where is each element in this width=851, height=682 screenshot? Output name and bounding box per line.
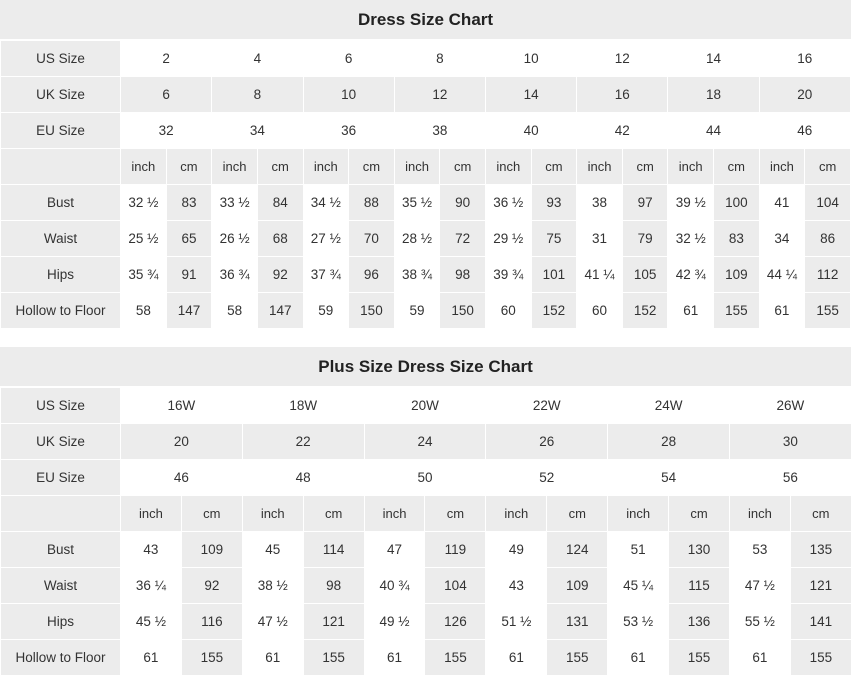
unit-cell: cm <box>547 496 608 532</box>
table-row <box>1 77 851 113</box>
cell-hips: 91 <box>166 257 212 293</box>
table-row <box>1 257 851 293</box>
cell-us-size-3: 8 <box>394 41 485 77</box>
cell-hollow: 155 <box>669 640 730 676</box>
cell-hips: 42 ¾ <box>668 257 714 293</box>
table-row <box>1 532 851 568</box>
cell-waist: 115 <box>669 568 730 604</box>
cell-us-size-3: 22W <box>486 388 608 424</box>
cell-uk-size-1: 22 <box>242 424 364 460</box>
cell-waist: 27 ½ <box>303 221 349 257</box>
cell-eu-size-5: 42 <box>577 113 668 149</box>
cell-us-size-6: 14 <box>668 41 759 77</box>
cell-hollow: 150 <box>440 293 486 329</box>
cell-hollow: 155 <box>303 640 364 676</box>
cell-us-size-4: 24W <box>608 388 730 424</box>
cell-bust: 33 ½ <box>212 185 258 221</box>
table-row-units <box>1 496 851 532</box>
cell-hips: 49 ½ <box>364 604 425 640</box>
row-label-eu-size: EU Size <box>1 460 121 496</box>
cell-waist: 45 ¼ <box>608 568 669 604</box>
cell-bust: 38 <box>577 185 623 221</box>
unit-cell: cm <box>714 149 760 185</box>
table-row <box>1 185 851 221</box>
cell-hollow: 152 <box>531 293 577 329</box>
cell-us-size-4: 10 <box>485 41 576 77</box>
cell-waist: 83 <box>714 221 760 257</box>
unit-cell: inch <box>121 149 167 185</box>
cell-uk-size-4: 14 <box>485 77 576 113</box>
cell-bust: 83 <box>166 185 212 221</box>
cell-hips: 41 ¼ <box>577 257 623 293</box>
unit-cell: inch <box>759 149 805 185</box>
cell-waist: 40 ¾ <box>364 568 425 604</box>
cell-bust: 47 <box>364 532 425 568</box>
row-label-bust: Bust <box>1 185 121 221</box>
cell-us-size-0: 2 <box>121 41 212 77</box>
unit-cell: cm <box>303 496 364 532</box>
unit-cell: cm <box>257 149 303 185</box>
cell-bust: 32 ½ <box>121 185 167 221</box>
cell-eu-size-0: 46 <box>121 460 243 496</box>
row-label-uk-size: UK Size <box>1 77 121 113</box>
plus-size-dress-size-chart-block <box>0 347 851 676</box>
cell-bust: 35 ½ <box>394 185 440 221</box>
table-row <box>1 388 851 424</box>
cell-waist: 31 <box>577 221 623 257</box>
chart-title: Plus Size Dress Size Chart <box>0 347 851 387</box>
cell-uk-size-3: 12 <box>394 77 485 113</box>
table-row <box>1 221 851 257</box>
cell-hips: 55 ½ <box>729 604 790 640</box>
cell-waist: 104 <box>425 568 486 604</box>
unit-cell: cm <box>790 496 851 532</box>
table-row <box>1 568 851 604</box>
cell-waist: 72 <box>440 221 486 257</box>
cell-hips: 131 <box>547 604 608 640</box>
table-row <box>1 293 851 329</box>
unit-cell: inch <box>485 149 531 185</box>
cell-hollow: 59 <box>394 293 440 329</box>
cell-hips: 126 <box>425 604 486 640</box>
table-row <box>1 640 851 676</box>
row-label-hips: Hips <box>1 604 121 640</box>
cell-uk-size-0: 6 <box>121 77 212 113</box>
chart-title: Dress Size Chart <box>0 0 851 40</box>
row-label-hips: Hips <box>1 257 121 293</box>
cell-eu-size-6: 44 <box>668 113 759 149</box>
cell-bust: 45 <box>242 532 303 568</box>
cell-waist: 38 ½ <box>242 568 303 604</box>
cell-bust: 49 <box>486 532 547 568</box>
cell-bust: 51 <box>608 532 669 568</box>
unit-cell: inch <box>121 496 182 532</box>
cell-hollow: 61 <box>242 640 303 676</box>
cell-waist: 86 <box>805 221 851 257</box>
cell-hollow: 60 <box>485 293 531 329</box>
cell-uk-size-5: 16 <box>577 77 668 113</box>
row-label-units <box>1 496 121 532</box>
unit-cell: inch <box>608 496 669 532</box>
row-label-hollow-to-floor: Hollow to Floor <box>1 293 121 329</box>
row-label-uk-size: UK Size <box>1 424 121 460</box>
cell-us-size-5: 26W <box>729 388 851 424</box>
table-row <box>1 41 851 77</box>
cell-uk-size-3: 26 <box>486 424 608 460</box>
unit-cell: inch <box>242 496 303 532</box>
cell-eu-size-1: 48 <box>242 460 364 496</box>
cell-hollow: 155 <box>547 640 608 676</box>
cell-hollow: 155 <box>790 640 851 676</box>
cell-waist: 75 <box>531 221 577 257</box>
cell-hips: 37 ¾ <box>303 257 349 293</box>
table-row <box>1 604 851 640</box>
cell-us-size-5: 12 <box>577 41 668 77</box>
unit-cell: inch <box>577 149 623 185</box>
cell-uk-size-7: 20 <box>759 77 850 113</box>
cell-hollow: 155 <box>181 640 242 676</box>
row-label-hollow-to-floor: Hollow to Floor <box>1 640 121 676</box>
cell-hollow: 152 <box>622 293 668 329</box>
cell-hips: 38 ¾ <box>394 257 440 293</box>
cell-eu-size-3: 38 <box>394 113 485 149</box>
cell-hollow: 61 <box>121 640 182 676</box>
cell-bust: 124 <box>547 532 608 568</box>
table-row <box>1 113 851 149</box>
cell-bust: 36 ½ <box>485 185 531 221</box>
cell-waist: 109 <box>547 568 608 604</box>
cell-hips: 92 <box>257 257 303 293</box>
row-label-units <box>1 149 121 185</box>
cell-bust: 119 <box>425 532 486 568</box>
cell-bust: 39 ½ <box>668 185 714 221</box>
cell-eu-size-7: 46 <box>759 113 850 149</box>
unit-cell: cm <box>531 149 577 185</box>
cell-hollow: 147 <box>257 293 303 329</box>
cell-hips: 112 <box>805 257 851 293</box>
cell-waist: 65 <box>166 221 212 257</box>
cell-bust: 43 <box>121 532 182 568</box>
cell-hollow: 147 <box>166 293 212 329</box>
unit-cell: inch <box>303 149 349 185</box>
cell-uk-size-1: 8 <box>212 77 303 113</box>
cell-bust: 41 <box>759 185 805 221</box>
cell-waist: 70 <box>349 221 395 257</box>
cell-bust: 104 <box>805 185 851 221</box>
unit-cell: cm <box>425 496 486 532</box>
cell-waist: 79 <box>622 221 668 257</box>
cell-hollow: 150 <box>349 293 395 329</box>
cell-waist: 29 ½ <box>485 221 531 257</box>
cell-eu-size-0: 32 <box>121 113 212 149</box>
table-row <box>1 424 851 460</box>
cell-hollow: 58 <box>212 293 258 329</box>
cell-bust: 135 <box>790 532 851 568</box>
cell-hips: 53 ½ <box>608 604 669 640</box>
cell-bust: 90 <box>440 185 486 221</box>
cell-us-size-0: 16W <box>121 388 243 424</box>
row-label-eu-size: EU Size <box>1 113 121 149</box>
dress-size-chart-table <box>0 40 851 329</box>
cell-hips: 44 ¼ <box>759 257 805 293</box>
table-row-units <box>1 149 851 185</box>
cell-bust: 88 <box>349 185 395 221</box>
cell-us-size-1: 4 <box>212 41 303 77</box>
cell-us-size-7: 16 <box>759 41 850 77</box>
cell-waist: 68 <box>257 221 303 257</box>
section-divider <box>0 329 851 347</box>
unit-cell: cm <box>349 149 395 185</box>
cell-waist: 26 ½ <box>212 221 258 257</box>
cell-waist: 121 <box>790 568 851 604</box>
cell-bust: 93 <box>531 185 577 221</box>
cell-hips: 136 <box>669 604 730 640</box>
cell-waist: 98 <box>303 568 364 604</box>
cell-bust: 97 <box>622 185 668 221</box>
cell-hollow: 60 <box>577 293 623 329</box>
unit-cell: inch <box>729 496 790 532</box>
cell-hollow: 61 <box>668 293 714 329</box>
cell-us-size-2: 6 <box>303 41 394 77</box>
cell-us-size-1: 18W <box>242 388 364 424</box>
cell-eu-size-4: 40 <box>485 113 576 149</box>
unit-cell: cm <box>805 149 851 185</box>
cell-hips: 98 <box>440 257 486 293</box>
unit-cell: cm <box>181 496 242 532</box>
cell-hips: 96 <box>349 257 395 293</box>
cell-eu-size-5: 56 <box>729 460 851 496</box>
unit-cell: cm <box>669 496 730 532</box>
cell-hollow: 61 <box>486 640 547 676</box>
cell-hips: 109 <box>714 257 760 293</box>
cell-hips: 105 <box>622 257 668 293</box>
cell-bust: 109 <box>181 532 242 568</box>
cell-hollow: 61 <box>759 293 805 329</box>
cell-hollow: 155 <box>714 293 760 329</box>
cell-hollow: 155 <box>805 293 851 329</box>
dress-size-chart-block <box>0 0 851 329</box>
cell-waist: 36 ¼ <box>121 568 182 604</box>
row-label-waist: Waist <box>1 568 121 604</box>
cell-hips: 47 ½ <box>242 604 303 640</box>
unit-cell: inch <box>668 149 714 185</box>
cell-eu-size-2: 36 <box>303 113 394 149</box>
row-label-bust: Bust <box>1 532 121 568</box>
unit-cell: inch <box>486 496 547 532</box>
cell-uk-size-0: 20 <box>121 424 243 460</box>
cell-hips: 35 ¾ <box>121 257 167 293</box>
cell-hips: 141 <box>790 604 851 640</box>
plus-size-chart-table <box>0 387 851 676</box>
cell-uk-size-4: 28 <box>608 424 730 460</box>
cell-hollow: 61 <box>608 640 669 676</box>
cell-hollow: 58 <box>121 293 167 329</box>
cell-waist: 34 <box>759 221 805 257</box>
cell-eu-size-2: 50 <box>364 460 486 496</box>
cell-waist: 28 ½ <box>394 221 440 257</box>
unit-cell: cm <box>440 149 486 185</box>
cell-waist: 32 ½ <box>668 221 714 257</box>
cell-waist: 43 <box>486 568 547 604</box>
cell-uk-size-2: 10 <box>303 77 394 113</box>
cell-bust: 130 <box>669 532 730 568</box>
unit-cell: inch <box>364 496 425 532</box>
cell-hips: 45 ½ <box>121 604 182 640</box>
cell-bust: 100 <box>714 185 760 221</box>
unit-cell: inch <box>394 149 440 185</box>
cell-hips: 101 <box>531 257 577 293</box>
cell-hips: 36 ¾ <box>212 257 258 293</box>
cell-hips: 116 <box>181 604 242 640</box>
cell-waist: 92 <box>181 568 242 604</box>
cell-waist: 47 ½ <box>729 568 790 604</box>
cell-bust: 34 ½ <box>303 185 349 221</box>
cell-hips: 51 ½ <box>486 604 547 640</box>
row-label-us-size: US Size <box>1 41 121 77</box>
cell-hips: 121 <box>303 604 364 640</box>
row-label-waist: Waist <box>1 221 121 257</box>
cell-uk-size-5: 30 <box>729 424 851 460</box>
cell-hollow: 61 <box>729 640 790 676</box>
cell-eu-size-3: 52 <box>486 460 608 496</box>
cell-eu-size-4: 54 <box>608 460 730 496</box>
cell-eu-size-1: 34 <box>212 113 303 149</box>
cell-uk-size-6: 18 <box>668 77 759 113</box>
cell-uk-size-2: 24 <box>364 424 486 460</box>
cell-hollow: 59 <box>303 293 349 329</box>
cell-us-size-2: 20W <box>364 388 486 424</box>
cell-hollow: 61 <box>364 640 425 676</box>
cell-waist: 25 ½ <box>121 221 167 257</box>
unit-cell: inch <box>212 149 258 185</box>
unit-cell: cm <box>622 149 668 185</box>
cell-bust: 53 <box>729 532 790 568</box>
cell-bust: 114 <box>303 532 364 568</box>
row-label-us-size: US Size <box>1 388 121 424</box>
unit-cell: cm <box>166 149 212 185</box>
cell-hollow: 155 <box>425 640 486 676</box>
cell-bust: 84 <box>257 185 303 221</box>
table-row <box>1 460 851 496</box>
cell-hips: 39 ¾ <box>485 257 531 293</box>
